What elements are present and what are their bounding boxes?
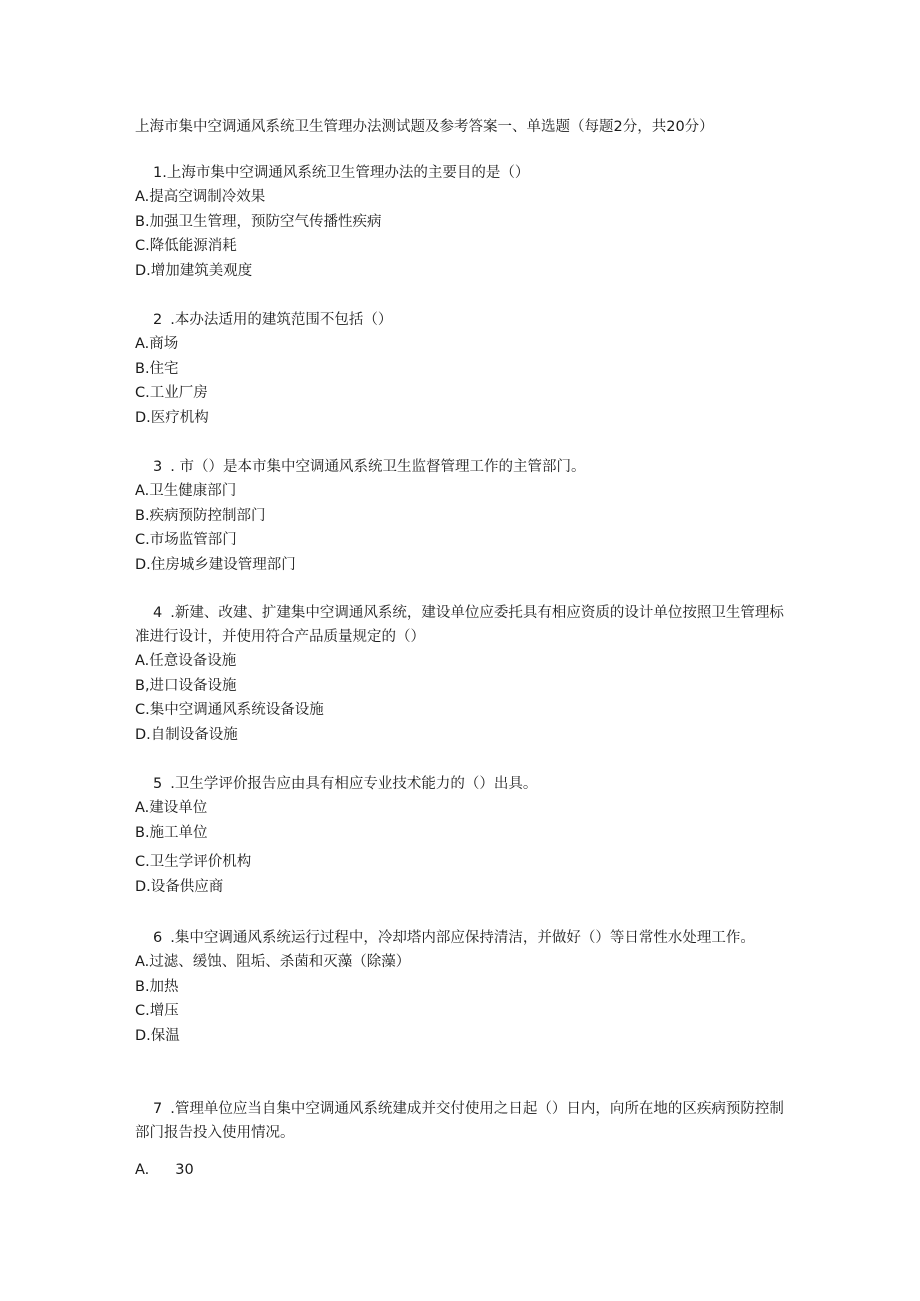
option-letter: A. [135,1162,150,1178]
option-c: C.工业厂房 [135,385,208,402]
option-d: D.增加建筑美观度 [135,262,253,279]
question-number: 7 [153,1101,163,1117]
question-stem: .本办法适用的建筑范围不包括（） [170,312,393,328]
option-a: A.提高空调制冷效果 [135,189,266,205]
question-stem: .新建、改建、扩建集中空调通风系统，建设单位应委托具有相应资质的设计单位按照卫生管理标准进行设计，并使用符合产品质量规定的（） [135,605,784,645]
option-a: A.卫生健康部门 [135,483,237,499]
question-4 [135,601,795,747]
option-c: C.卫生学评价机构 [135,854,252,871]
option-a: A.过滤、缓蚀、阻垢、杀菌和灭藻（除藻） [135,954,411,970]
option-b: B.施工单位 [135,824,208,841]
option-d: D.自制设备设施 [135,726,238,743]
question-number: 1. [153,165,167,181]
option-b: B.加强卫生管理，预防空气传播性疾病 [135,213,382,230]
option-b: B.加热 [135,978,179,995]
option-d: D.保温 [135,1027,180,1044]
option-c: C.集中空调通风系统设备设施 [135,702,324,719]
question-stem: .管理单位应当自集中空调通风系统建成并交付使用之日起（）日内，向所在地的区疾病预防控制部门报告投入使用情况。 [135,1101,784,1141]
option-a: A.商场 [135,336,179,352]
option-d: D.设备供应商 [135,878,224,895]
option-a: A.建设单位 [135,800,208,816]
question-stem: .集中空调通风系统运行过程中，冷却塔内部应保持清洁，并做好（）等日常性水处理工作。 [170,930,755,946]
option-d: D.住房城乡建设管理部门 [135,556,296,573]
question-3 [135,455,795,577]
option-b: B.疾病预防控制部门 [135,507,266,524]
question-number: 5 [153,776,163,792]
option-d: D.医疗机构 [135,409,209,426]
question-stem: 上海市集中空调通风系统卫生管理办法的主要目的是（） [166,165,530,181]
question-6-text [135,926,795,950]
option-a: A.任意设备设施 [135,653,237,669]
question-7-text [135,1097,795,1145]
question-5-text [135,772,795,796]
question-2-text [135,308,795,332]
question-2 [135,308,795,430]
question-1 [135,161,795,283]
question-6 [135,926,795,1048]
question-1-text [135,161,795,185]
question-4-text [135,601,795,649]
question-number: 2 [153,312,163,328]
question-stem: .卫生学评价报告应由具有相应专业技术能力的（）出具。 [170,776,538,792]
question-number: 6 [153,930,163,946]
option-a [135,1158,795,1183]
question-number: 4 [153,605,163,621]
option-value: 30 [175,1162,194,1178]
question-7 [135,1097,795,1183]
option-c: C.增压 [135,1003,179,1020]
question-3-text [135,455,795,479]
document-title: 上海市集中空调通风系统卫生管理办法测试题及参考答案一、单选题（每题2分，共20分） [135,119,714,135]
question-5 [135,772,795,899]
option-b: B,进口设备设施 [135,677,237,694]
option-c: C.市场监管部门 [135,532,237,549]
option-c: C.降低能源消耗 [135,238,237,255]
option-b: B.住宅 [135,360,179,377]
question-number: 3 [153,459,163,475]
question-stem: . 市（）是本市集中空调通风系统卫生监督管理工作的主管部门。 [170,459,586,475]
